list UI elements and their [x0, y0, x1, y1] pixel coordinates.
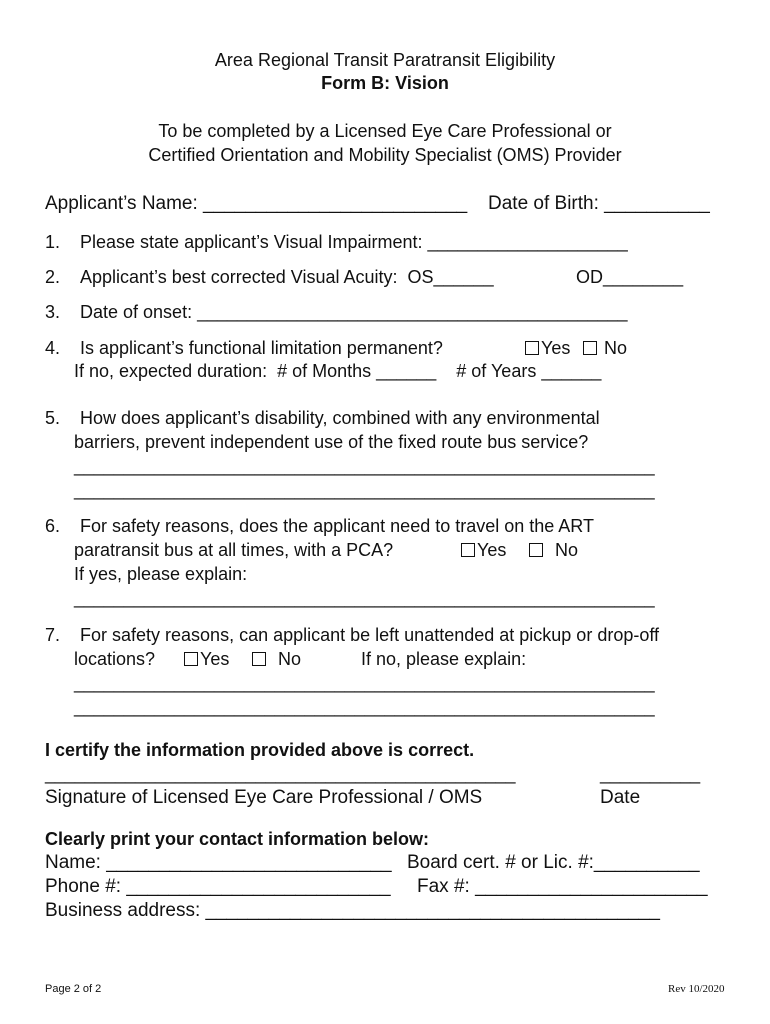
q4-yes-label: Yes: [541, 338, 571, 358]
q7-yes-option[interactable]: [184, 648, 229, 670]
q6-no-option[interactable]: [529, 539, 578, 561]
q6-no-checkbox[interactable]: [529, 543, 543, 557]
question-6-explain-label: If yes, please explain:: [74, 564, 248, 584]
question-7-number: 7.: [45, 625, 61, 645]
visual-impairment-field[interactable]: Please state applicant’s Visual Impairment: ____________________: [80, 232, 628, 252]
date-of-birth-field[interactable]: Date of Birth: __________: [488, 193, 710, 214]
board-cert-field[interactable]: Board cert. # or Lic. #:__________: [407, 852, 700, 873]
question-5-text-line-2: barriers, prevent independent use of the fixed route bus service?: [74, 432, 589, 452]
q7-answer-line-2[interactable]: __________________________________________________________: [74, 697, 655, 717]
question-6-text-line-2: paratransit bus at all times, with a PCA?: [74, 540, 394, 560]
signature-date-line[interactable]: __________: [600, 764, 701, 784]
instructions-line-1: To be completed by a Licensed Eye Care Professional or: [158, 121, 612, 141]
q6-yes-option[interactable]: [461, 539, 506, 561]
question-7-explain-label: If no, please explain:: [361, 649, 527, 669]
question-7-text: For safety reasons, can applicant be left unattended at pickup or drop-off: [80, 625, 660, 645]
q4-no-option[interactable]: [583, 337, 627, 359]
question-7-text-line-2: locations?: [74, 649, 156, 669]
question-6-number: 6.: [45, 516, 61, 536]
question-5-text: How does applicant’s disability, combined with any environmental: [80, 408, 600, 428]
page-number: Page 2 of 2: [45, 983, 102, 995]
q6-yes-checkbox[interactable]: [461, 543, 475, 557]
certification-statement: I certify the information provided above is correct.: [45, 740, 475, 760]
q4-yes-checkbox[interactable]: [525, 341, 539, 355]
question-1-number: 1.: [45, 232, 61, 252]
visual-acuity-os-field[interactable]: Applicant’s best corrected Visual Acuity: OS______: [80, 267, 494, 287]
instructions-line-2: Certified Orientation and Mobility Specialist (OMS) Provider: [148, 145, 622, 165]
q4-yes-option[interactable]: [525, 337, 570, 359]
fax-field[interactable]: Fax #: ______________________: [417, 876, 708, 897]
contact-heading: Clearly print your contact information below:: [45, 829, 430, 849]
q6-no-label: No: [555, 540, 579, 560]
q7-no-label: No: [278, 649, 302, 669]
business-address-field[interactable]: Business address: ___________________________________________: [45, 900, 660, 921]
date-of-onset-field[interactable]: Date of onset: ___________________________________________: [80, 302, 628, 322]
question-6-text: For safety reasons, does the applicant need to travel on the ART: [80, 516, 594, 536]
form-title: Form B: Vision: [321, 73, 449, 93]
signature-label: Signature of Licensed Eye Care Professional / OMS: [45, 787, 483, 808]
q7-yes-checkbox[interactable]: [184, 652, 198, 666]
question-3-number: 3.: [45, 302, 61, 322]
q7-yes-label: Yes: [200, 649, 230, 669]
revision-date: Rev 10/2020: [668, 983, 725, 995]
contact-name-field[interactable]: Name: ___________________________: [45, 852, 392, 873]
q7-no-option[interactable]: [252, 648, 301, 670]
question-2-number: 2.: [45, 267, 61, 287]
q5-answer-line-1[interactable]: __________________________________________________________: [74, 456, 655, 476]
date-label: Date: [600, 787, 641, 808]
signature-line[interactable]: _______________________________________________: [45, 764, 516, 784]
expected-duration-field[interactable]: If no, expected duration: # of Months ______ # of Years ______: [74, 361, 602, 381]
form-agency-title: Area Regional Transit Paratransit Eligibility: [214, 50, 556, 70]
question-4-text: Is applicant’s functional limitation permanent?: [80, 338, 443, 358]
q6-answer-line[interactable]: __________________________________________________________: [74, 588, 655, 608]
q5-answer-line-2[interactable]: __________________________________________________________: [74, 480, 655, 500]
applicant-name-field[interactable]: Applicant’s Name: _________________________: [45, 193, 468, 214]
phone-field[interactable]: Phone #: _________________________: [45, 876, 391, 897]
question-5-number: 5.: [45, 408, 61, 428]
q4-no-checkbox[interactable]: [583, 341, 597, 355]
visual-acuity-od-field[interactable]: OD________: [576, 267, 684, 287]
q6-yes-label: Yes: [477, 540, 507, 560]
q7-no-checkbox[interactable]: [252, 652, 266, 666]
q4-no-label: No: [604, 338, 628, 358]
question-4-number: 4.: [45, 338, 61, 358]
q7-answer-line-1[interactable]: __________________________________________________________: [74, 673, 655, 693]
